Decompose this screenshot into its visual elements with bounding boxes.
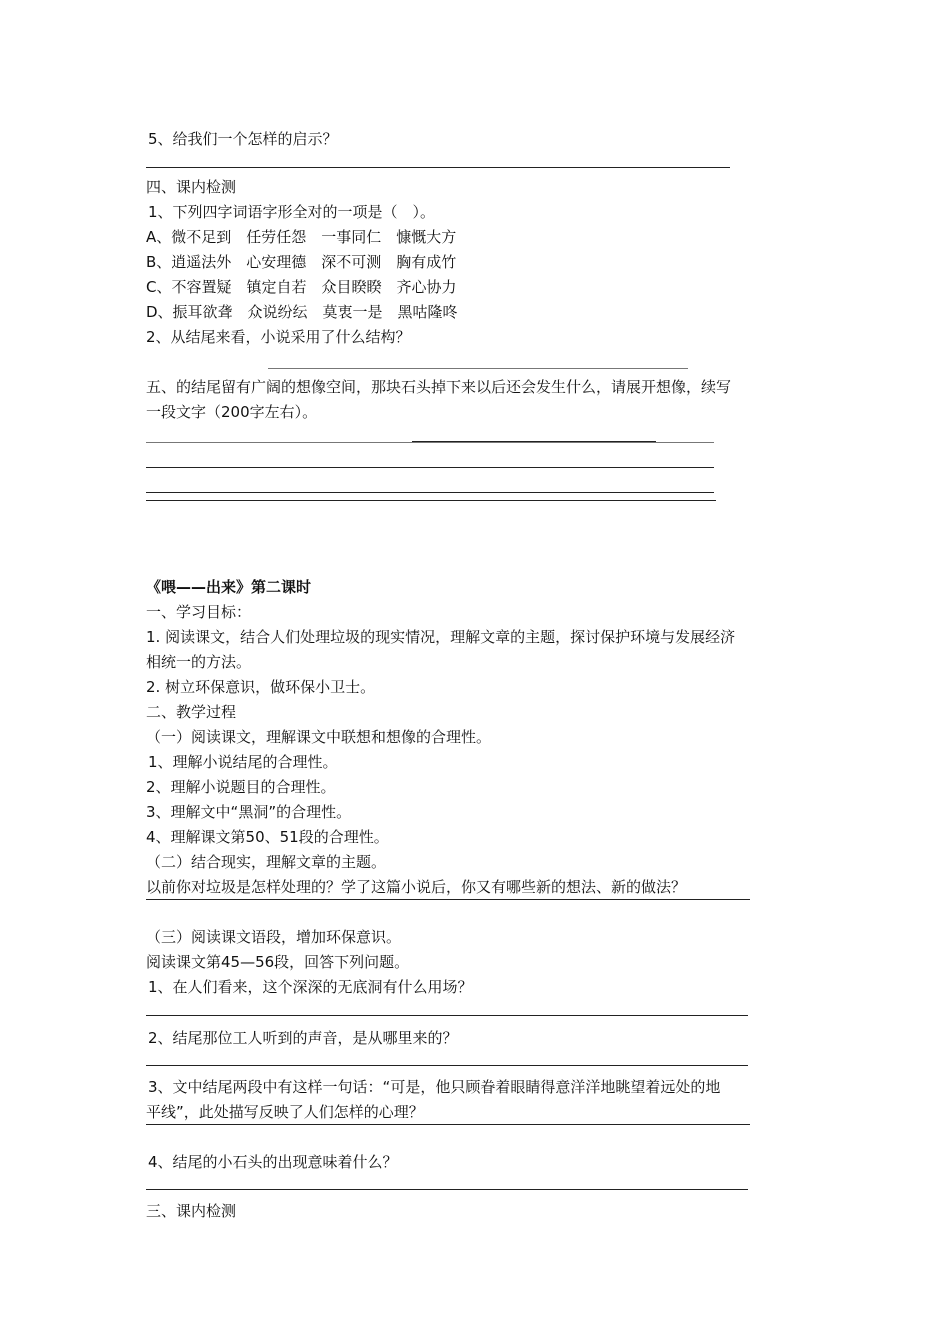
subsection-1: （一）阅读课文，理解课文中联想和想像的合理性。 bbox=[146, 728, 492, 746]
section-3-title: 三、课内检测 bbox=[146, 1202, 237, 1220]
section-5-line1: 五、的结尾留有广阔的想像空间，那块石头掉下来以后还会发生什么，请展开想像，续写 bbox=[146, 378, 732, 396]
list-item: 3、理解文中“黑洞”的合理性。 bbox=[146, 803, 352, 821]
list-item: 2、理解小说题目的合理性。 bbox=[146, 778, 336, 796]
subsection-2-question: 以前你对垃圾是怎样处理的？学了这篇小说后，你又有哪些新的想法、新的做法？ bbox=[146, 878, 687, 896]
section-5-line2: 一段文字（200字左右）。 bbox=[146, 403, 318, 421]
answer-line bbox=[146, 167, 730, 168]
question-5: 5、给我们一个怎样的启示？ bbox=[148, 130, 338, 148]
list-item: 4、理解课文第50、51段的合理性。 bbox=[146, 828, 389, 846]
answer-line bbox=[146, 899, 750, 900]
option-c: C、不容置疑 镇定自若 众目睽睽 齐心协力 bbox=[146, 278, 457, 296]
option-d: D、振耳欲聋 众说纷纭 莫衷一是 黑咕隆咚 bbox=[146, 303, 458, 321]
reading-question-3-line2: 平线”，此处描写反映了人们怎样的心理？ bbox=[146, 1103, 424, 1121]
reading-question-1: 1、在人们看来，这个深深的无底洞有什么用场？ bbox=[148, 978, 473, 996]
answer-line bbox=[146, 1124, 750, 1125]
answer-line bbox=[146, 1065, 748, 1066]
goal-2: 2. 树立环保意识，做环保小卫士。 bbox=[146, 678, 376, 696]
question-2: 2、从结尾来看，小说采用了什么结构？ bbox=[146, 328, 411, 346]
goal-1-line2: 相统一的方法。 bbox=[146, 653, 252, 671]
answer-line bbox=[146, 492, 714, 493]
answer-line bbox=[146, 1189, 748, 1190]
subsection-3-intro: 阅读课文第45—56段，回答下列问题。 bbox=[146, 953, 410, 971]
section-4-title: 四、课内检测 bbox=[146, 178, 237, 196]
lesson-title: 《喂——出来》第二课时 bbox=[146, 578, 312, 596]
answer-line bbox=[146, 1015, 748, 1016]
list-item: 1、理解小说结尾的合理性。 bbox=[148, 753, 338, 771]
goal-1-line1: 1. 阅读课文，结合人们处理垃圾的现实情况，理解文章的主题，探讨保护环境与发展经济 bbox=[146, 628, 736, 646]
subsection-3: （三）阅读课文语段，增加环保意识。 bbox=[146, 928, 402, 946]
answer-line bbox=[146, 467, 714, 468]
answer-line bbox=[412, 441, 656, 442]
answer-line bbox=[146, 442, 714, 443]
answer-line bbox=[268, 368, 688, 369]
question-1: 1、下列四字词语字形全对的一项是（ ）。 bbox=[148, 203, 436, 221]
reading-question-3-line1: 3、文中结尾两段中有这样一句话：“可是，他只顾眷着眼睛得意洋洋地眺望着远处的地 bbox=[148, 1078, 721, 1096]
option-b: B、逍遥法外 心安理德 深不可测 胸有成竹 bbox=[146, 253, 457, 271]
subsection-2: （二）结合现实，理解文章的主题。 bbox=[146, 853, 387, 871]
answer-line bbox=[146, 500, 716, 501]
section-2-title: 二、教学过程 bbox=[146, 703, 237, 721]
section-1-title: 一、学习目标： bbox=[146, 603, 252, 621]
reading-question-4: 4、结尾的小石头的出现意味着什么？ bbox=[148, 1153, 398, 1171]
reading-question-2: 2、结尾那位工人听到的声音，是从哪里来的？ bbox=[148, 1029, 458, 1047]
option-a: A、微不足到 任劳任怨 一事同仁 慷慨大方 bbox=[146, 228, 457, 246]
